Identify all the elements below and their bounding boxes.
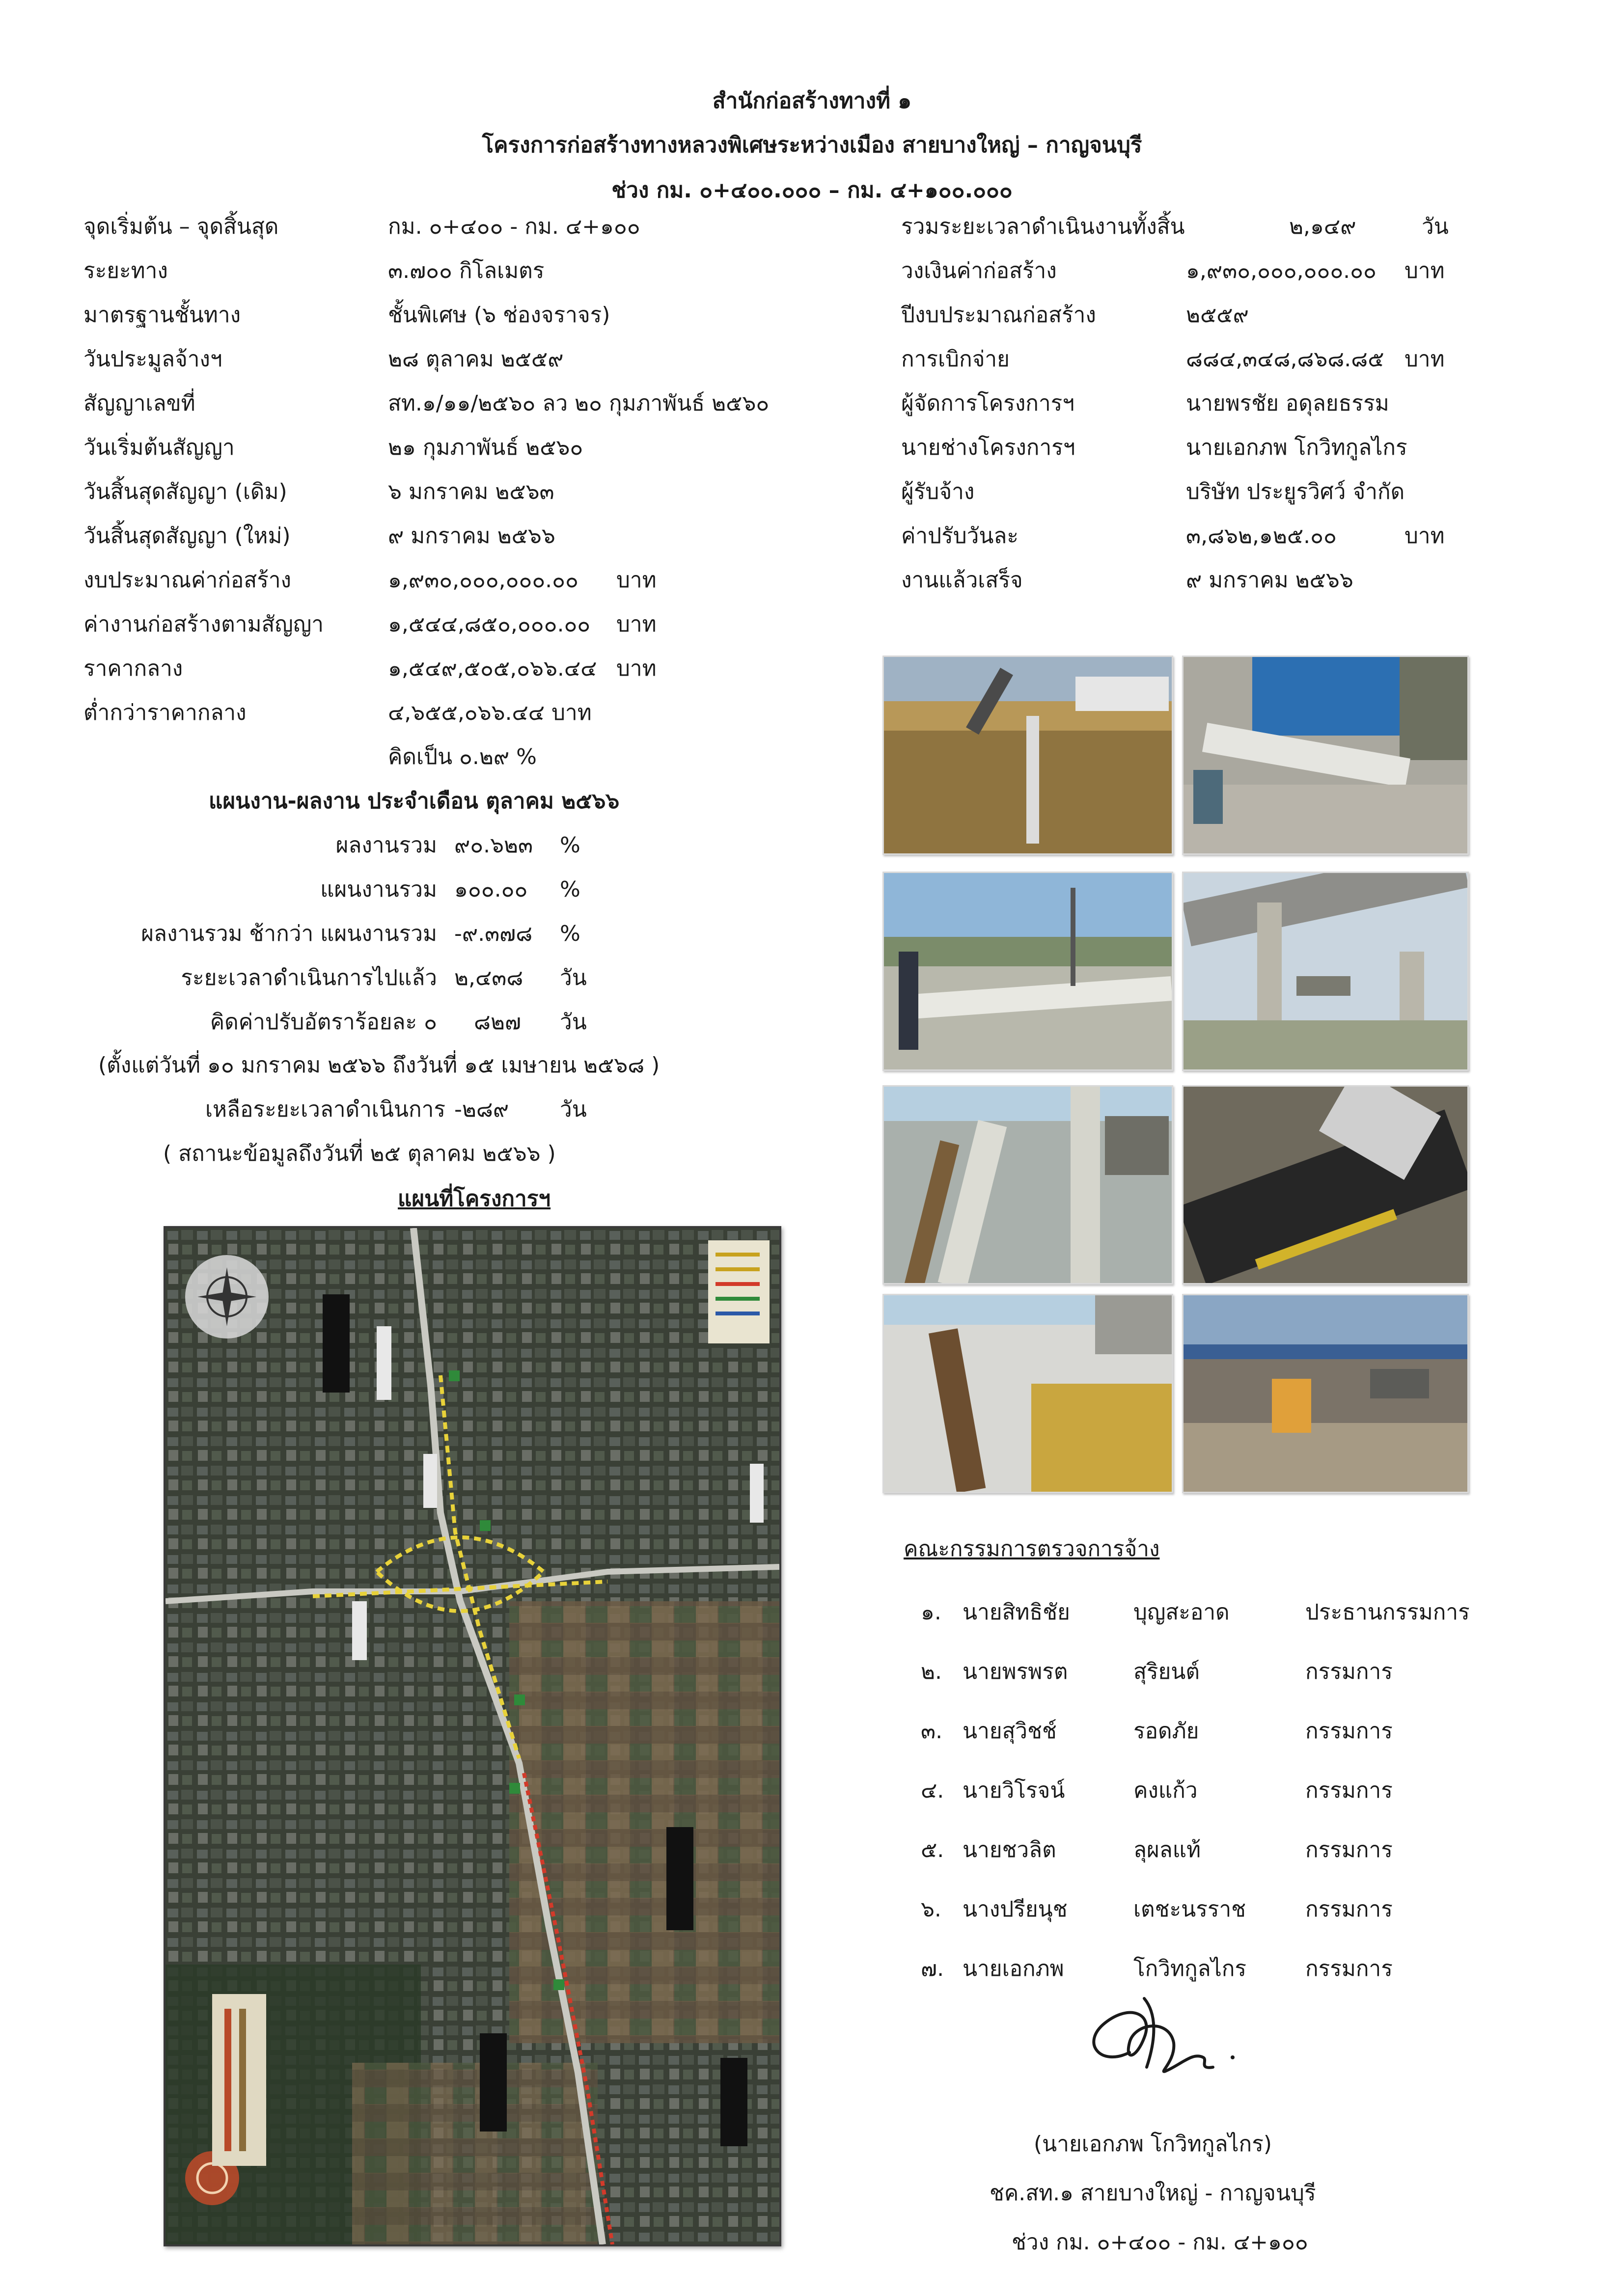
site-photo-4 [1182,872,1469,1071]
info-label: สัญญาเลขที่ [83,391,195,416]
member-role: กรรมการ [1305,1837,1393,1862]
info-label: วันประมูลจ้างฯ [83,347,222,372]
progress-value: -๙.๓๗๘ [454,921,533,946]
info-value: ๓.๗๐๐ กิโลเมตร [388,258,545,283]
info-label: มาตรฐานชั้นทาง [83,302,241,328]
member-number: ๔. [921,1778,944,1803]
site-photo-2 [1182,656,1469,855]
member-role: กรรมการ [1305,1956,1393,1981]
member-last-name: รอดภัย [1133,1719,1199,1744]
progress-unit: วัน [560,965,587,990]
info-label: งบประมาณค่าก่อสร้าง [83,568,292,593]
member-first-name: นายสุวิชช์ [963,1719,1057,1744]
committee-title: คณะกรรมการตรวจการจ้าง [904,1536,1160,1561]
info-unit: บาท [1404,258,1445,283]
member-role: ประธานกรรมการ [1305,1600,1470,1625]
info-label: ราคากลาง [83,656,183,681]
member-role: กรรมการ [1305,1659,1393,1684]
remaining-value: -๒๘๙ [454,1097,509,1122]
progress-unit: วัน [560,1010,587,1035]
info-label: วันเริ่มต้นสัญญา [83,435,235,460]
info-label: ระยะทาง [83,258,168,283]
info-unit: บาท [1404,523,1445,548]
site-photo-3 [882,872,1173,1071]
progress-unit: % [560,833,580,858]
info-label: ต่ำกว่าราคากลาง [83,700,247,725]
info-label: วันสิ้นสุดสัญญา (เดิม) [83,479,287,504]
progress-unit: % [560,921,580,946]
site-photo-7 [882,1294,1173,1493]
member-first-name: นายเอกภพ [963,1956,1064,1981]
member-last-name: สุริยนต์ [1133,1659,1200,1684]
member-number: ๑. [921,1600,941,1625]
progress-label: คิดค่าปรับอัตราร้อยละ ๐ [210,1010,437,1035]
below-median-percent: คิดเป็น ๐.๒๙ % [388,744,537,769]
member-number: ๖. [921,1897,941,1922]
member-first-name: นางปรียนุช [963,1897,1068,1922]
info-value: กม. ๐+๔๐๐ - กม. ๔+๑๐๐ [388,214,640,239]
info-value: สท.๑/๑๑/๒๕๖๐ ลว ๒๐ กุมภาพันธ์ ๒๕๖๐ [388,391,770,416]
member-last-name: เตชะนรราช [1133,1897,1246,1922]
info-label: ผู้รับจ้าง [901,479,975,504]
site-photo-6 [1182,1085,1469,1285]
member-number: ๕. [921,1837,944,1862]
info-unit: บาท [616,656,657,681]
info-value: นายพรชัย อดุลยธรรม [1186,391,1389,416]
penalty-period-note: (ตั้งแต่วันที่ ๑๐ มกราคม ๒๕๖๖ ถึงวันที่ ๑๕ เมษายน ๒๕๖๘ ) [98,1053,660,1078]
member-last-name: คงแก้ว [1133,1778,1198,1803]
info-label: ค่างานก่อสร้างตามสัญญา [83,612,324,637]
info-label: งานแล้วเสร็จ [901,568,1023,593]
member-role: กรรมการ [1305,1897,1393,1922]
signatory-position: ชค.สท.๑ สายบางใหญ่ - กาญจนบุรี [990,2181,1316,2206]
remaining-unit: วัน [560,1097,587,1122]
info-value: ๖ มกราคม ๒๕๖๓ [388,479,554,504]
progress-label: ระยะเวลาดำเนินการไปแล้ว [181,965,437,990]
remaining-label: เหลือระยะเวลาดำเนินการ [205,1097,445,1122]
member-number: ๗. [921,1956,944,1981]
progress-title: แผนงาน-ผลงาน ประจำเดือน ตุลาคม ๒๕๖๖ [209,789,620,814]
info-value: นายเอกภพ โกวิทกูลไกร [1186,435,1407,460]
header-section: ช่วง กม. ๐+๔๐๐.๐๐๐ – กม. ๔+๑๐๐.๐๐๐ [611,178,1013,203]
progress-label: ผลงานรวม [335,833,437,858]
info-value: ๒,๑๔๙ [1289,214,1356,239]
site-photo-1 [882,656,1173,855]
signatory-section: ช่วง กม. ๐+๔๐๐ - กม. ๔+๑๐๐ [1012,2230,1308,2255]
handwritten-signature [1071,1984,1257,2097]
member-role: กรรมการ [1305,1778,1393,1803]
info-value: ๔,๖๕๕,๐๖๖.๔๔ บาท [388,700,592,725]
project-map [164,1226,781,2246]
header-agency: สำนักก่อสร้างทางที่ ๑ [712,88,912,113]
info-value: ๒๑ กุมภาพันธ์ ๒๕๖๐ [388,435,583,460]
info-value: ชั้นพิเศษ (๖ ช่องจราจร) [388,302,610,328]
header-project: โครงการก่อสร้างทางหลวงพิเศษระหว่างเมือง สายบางใหญ่ – กาญจนบุรี [482,133,1142,158]
site-photo-8 [1182,1294,1469,1493]
member-first-name: นายชวลิต [963,1837,1056,1862]
progress-value: ๒,๔๓๘ [454,965,523,990]
info-label: จุดเริ่มต้น – จุดสิ้นสุด [83,214,279,239]
member-last-name: บุญสะอาด [1133,1600,1230,1625]
progress-unit: % [560,877,580,902]
progress-label: ผลงานรวม ช้ากว่า แผนงานรวม [141,921,437,946]
info-unit: บาท [616,568,657,593]
member-first-name: นายสิทธิชัย [963,1600,1070,1625]
progress-value: ๙๐.๖๒๓ [454,833,533,858]
member-last-name: ลุผลแท้ [1133,1837,1201,1862]
progress-value: ๑๐๐.๐๐ [454,877,528,902]
info-value: ๒๕๕๙ [1186,302,1249,328]
member-first-name: นายวิโรจน์ [963,1778,1065,1803]
info-label: วงเงินค่าก่อสร้าง [901,258,1057,283]
member-first-name: นายพรพรต [963,1659,1068,1684]
info-unit: บาท [1404,347,1445,372]
member-last-name: โกวิทกูลไกร [1133,1956,1246,1981]
member-number: ๓. [921,1719,943,1744]
info-value: ๒๘ ตุลาคม ๒๕๕๙ [388,347,564,372]
info-value: ๙ มกราคม ๒๕๖๖ [1186,568,1353,593]
info-label: นายช่างโครงการฯ [901,435,1075,460]
progress-label: แผนงานรวม [320,877,437,902]
info-value: ๘๘๔,๓๔๘,๘๖๘.๘๕ [1186,347,1384,372]
site-photo-5 [882,1085,1173,1285]
info-unit: บาท [616,612,657,637]
member-role: กรรมการ [1305,1719,1393,1744]
progress-value: ๘๒๗ [474,1010,522,1035]
info-value: ๑,๙๓๐,๐๐๐,๐๐๐.๐๐ [1186,258,1376,283]
info-label: วันสิ้นสุดสัญญา (ใหม่) [83,523,291,548]
info-value: บริษัท ประยูรวิศว์ จำกัด [1186,479,1405,504]
info-label: ค่าปรับวันละ [901,523,1019,548]
info-label: ปีงบประมาณก่อสร้าง [901,302,1096,328]
info-value: ๓,๘๖๒,๑๒๕.๐๐ [1186,523,1337,548]
info-label: การเบิกจ่าย [901,347,1010,372]
info-value: ๑,๕๔๙,๕๐๕,๐๖๖.๔๔ [388,656,597,681]
info-label: รวมระยะเวลาดำเนินงานทั้งสิ้น [901,214,1185,239]
info-value: ๑,๕๔๔,๘๕๐,๐๐๐.๐๐ [388,612,591,637]
info-unit: วัน [1422,214,1449,239]
info-value: ๑,๙๓๐,๐๐๐,๐๐๐.๐๐ [388,568,578,593]
info-label: ผู้จัดการโครงการฯ [901,391,1074,416]
status-date-note: ( สถานะข้อมูลถึงวันที่ ๒๕ ตุลาคม ๒๕๖๖ ) [163,1141,556,1166]
map-title: แผนที่โครงการฯ [398,1186,551,1211]
signatory-name: (นายเอกภพ โกวิทกูลไกร) [1034,2132,1272,2157]
info-value: ๙ มกราคม ๒๕๖๖ [388,523,555,548]
member-number: ๒. [921,1659,942,1684]
